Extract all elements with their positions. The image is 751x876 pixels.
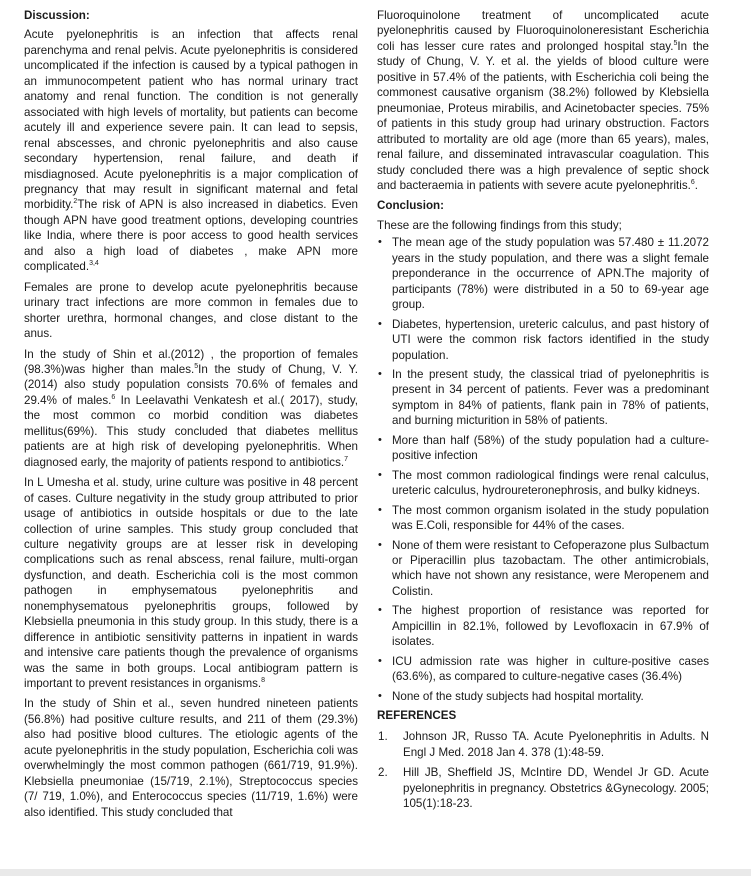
bullet-icon: •: [378, 317, 382, 330]
discussion-heading: Discussion:: [24, 9, 90, 22]
finding-text: More than half (58%) of the study population had a culture-positive infection: [392, 433, 709, 463]
citation-marker: 8: [261, 677, 266, 685]
finding-item: [377, 538, 709, 600]
finding-text: The most common radiological findings were renal calculus, ureteric calculus, hydroureteronephrosis, and bulky kidneys.: [392, 468, 709, 498]
paragraph-text: The risk of APN is also increased in diabetics. Even though APN have good treatment options, developing countries like India, where there is poor access to good health services and also a high load of diabetes , make APN more complicated.: [24, 198, 358, 274]
bullet-icon: •: [378, 654, 382, 667]
citation-marker: 6: [111, 394, 116, 402]
right-column: [377, 8, 709, 817]
paragraph-text: Acute pyelonephritis is an infection that affects renal parenchyma and renal pelvis. Acute pyelonephritis is considered uncomplicated if the infection is caused by a typical pathogen in an immunocompetent patient who has normal urinary tract anatomy and renal function. The condition is not generally associated with high levels of mortality, but patients can become acutely ill and experience severe pain. It can lead to sepsis, renal abscesses, and chronic pyelonephritis and also cause secondary hypertension, renal failure, and death if misdiagnosed. Acute pyelonephritis is a major complication of pregnancy that may result in significant maternal and fetal morbidity.: [24, 28, 358, 212]
reference-text: Johnson JR, Russo TA. Acute Pyelonephritis in Adults. N Engl J Med. 2018 Jan 4. 378 (1):48-59.: [403, 730, 709, 759]
paragraph-text: In the study of Chung, V. Y. et al. the yields of blood culture were positive in 57.4% of the patients, with Escherichia coli being the commonest causative organism (38.2%) followed by Klebsiella pneumoniae, Proteus mirabilis, and Acinetobacter species. 75% of patients in this study group had urinary obstruction. Factors attributed to mortality are old age (more than 65 years), males, renal failure, and disseminated intravascular coagulation. This study concluded there was a high prevalence of septic shock and bacteraemia in patients with severe acute pyelonephritis.: [377, 39, 709, 192]
conclusion-intro: These are the following findings from this study;: [377, 218, 622, 232]
finding-item: [377, 317, 709, 363]
paragraph-text: .: [694, 178, 698, 192]
bullet-icon: •: [378, 538, 382, 551]
paragraph-text: In Leelavathi Venkatesh et al.( 2017), study, the most common co morbid condition was diabetes mellitus(69%). This study concluded that diabetes mellitus patients are at high risk of developing pyelonephritis. When diagnosed early, the majority of patients respond to antibiotics.: [24, 393, 358, 469]
finding-text: In the present study, the classical triad of pyelonephritis is present in 34 percent of patients. Fever was a predominant symptom in 84% of patients, flank pain in 78% of patients, and burning micturition in 58% of patients.: [392, 367, 709, 428]
finding-text: None of the study subjects had hospital mortality.: [392, 689, 644, 703]
paragraph-text: Fluoroquinolone treatment of uncomplicated acute pyelonephritis caused by Fluoroquinoloneresistant Escherichia coli has lesser cure rates and prolonged hospital stay.: [377, 9, 709, 53]
bullet-icon: •: [378, 236, 382, 249]
finding-text: The highest proportion of resistance was reported for Ampicillin in 82.1%, followed by Levofloxacin in 67.9% of isolates.: [392, 604, 709, 649]
finding-item: [377, 235, 709, 312]
reference-number: 1.: [378, 730, 388, 744]
discussion-paragraph-3: [24, 347, 358, 471]
citation-marker: 2: [73, 198, 78, 206]
finding-item: [377, 468, 709, 499]
bullet-icon: •: [378, 689, 382, 702]
discussion-paragraph-5: In the study of Shin et al., seven hundred nineteen patients (56.8%) had positive culture results, and 211 of them (29.3%) also had positive blood cultures. The etiologic agents of the acute pyelonephritis in the study population, Escherichia coli was overwhelmingly the most common pathogen (661/719, 91.9%). Klebsiella pneumoniae (15/719, 2.1%), Streptococcus species (7/ 719, 1.0%), and Enterococcus species (11/719, 1.6%) were also identified. This study concluded that: [24, 697, 358, 819]
citation-marker: 6: [690, 179, 695, 187]
conclusion-heading: Conclusion:: [377, 199, 444, 213]
left-column: [24, 8, 358, 825]
paragraph-text: In the study of Shin et al.(2012) , the proportion of females (98.3%)was higher than males.: [24, 347, 358, 376]
citation-marker: 7: [344, 455, 348, 463]
discussion-paragraph-2: Females are prone to develop acute pyelonephritis because urinary tract infections are more common in females due to shorter urethra, hormonal changes, and close distant to the anus.: [24, 280, 358, 341]
citation-marker: 3,4: [89, 260, 99, 268]
discussion-paragraph-6: [377, 8, 709, 193]
finding-text: None of them were resistant to Cefoperazone plus Sulbactum or Piperacillin plus tazobactam. The other antimicrobials, which have not shown any resistance, were Meropenem and Colistin.: [392, 538, 709, 598]
reference-item: [377, 765, 709, 811]
finding-item: [377, 367, 709, 429]
bullet-icon: •: [378, 367, 382, 380]
bullet-icon: •: [378, 433, 382, 446]
finding-text: Diabetes, hypertension, ureteric calculus, and past history of UTI were the common risk factors identified in the study population.: [392, 317, 709, 362]
citation-marker: 5: [673, 40, 678, 48]
reference-item: [377, 729, 709, 760]
finding-item: [377, 503, 709, 534]
reference-text: Hill JB, Sheffield JS, McIntire DD, Wendel Jr GD. Acute pyelonephritis in pregnancy. Obstetrics &Gynecology. 2005; 105(1):18-23.: [403, 766, 709, 811]
page-bottom-band: [0, 869, 751, 876]
paragraph-text: In L Umesha et al. study, urine culture was positive in 48 percent of cases. Culture negativity in the study group attributed to prior usage of antibiotics in outside hospitals or due to the late collection of urine samples. This study group concluded that culture negativity groups are at lesser risk in developing complications such as renal abscess, renal failure, multi-organ dysfunction, and death. Escherichia coli is the most common pathogen in emphysematous pyelonephritis and nonemphysematous pyelonephritis groups, followed by Klebsiella pneumonia in this study group. In this study, there is a difference in antibiotic sensitivity patterns in inpatient in wards and intensive care patients though the prevalence of organisms was the same in both groups. Local antibiogram pattern is important to prevent resistances in organisms.: [24, 476, 358, 691]
finding-item: [377, 689, 709, 704]
bullet-icon: •: [378, 604, 382, 617]
finding-text: The most common organism isolated in the study population was E.Coli, responsible for 44% of the cases.: [392, 503, 709, 533]
bullet-icon: •: [378, 468, 382, 481]
findings-list: [377, 235, 709, 704]
finding-text: The mean age of the study population was 57.480 ± 11.2072 years in the study population, and there was a slight female preponderance in the occurrence of APN.The majority of participants (78%) were distributed in a 50 to 69-year age group.: [392, 236, 709, 312]
finding-text: ICU admission rate was higher in culture-positive cases (63.6%), as compared to culture-negative cases (36.4%): [392, 654, 709, 684]
finding-item: [377, 433, 709, 464]
reference-number: 2.: [378, 766, 388, 780]
finding-item: [377, 654, 709, 685]
finding-item: [377, 603, 709, 649]
bullet-icon: •: [378, 503, 382, 516]
paragraph-text: In the study of Chung, V. Y.(2014) also study population consists 70.6% of females and 29.4% of males.: [24, 362, 358, 407]
references-heading: REFERENCES: [377, 709, 457, 723]
discussion-paragraph-1: [24, 27, 358, 274]
citation-marker: 5: [194, 363, 199, 371]
references-list: [377, 729, 709, 811]
discussion-paragraph-4: [24, 475, 358, 691]
